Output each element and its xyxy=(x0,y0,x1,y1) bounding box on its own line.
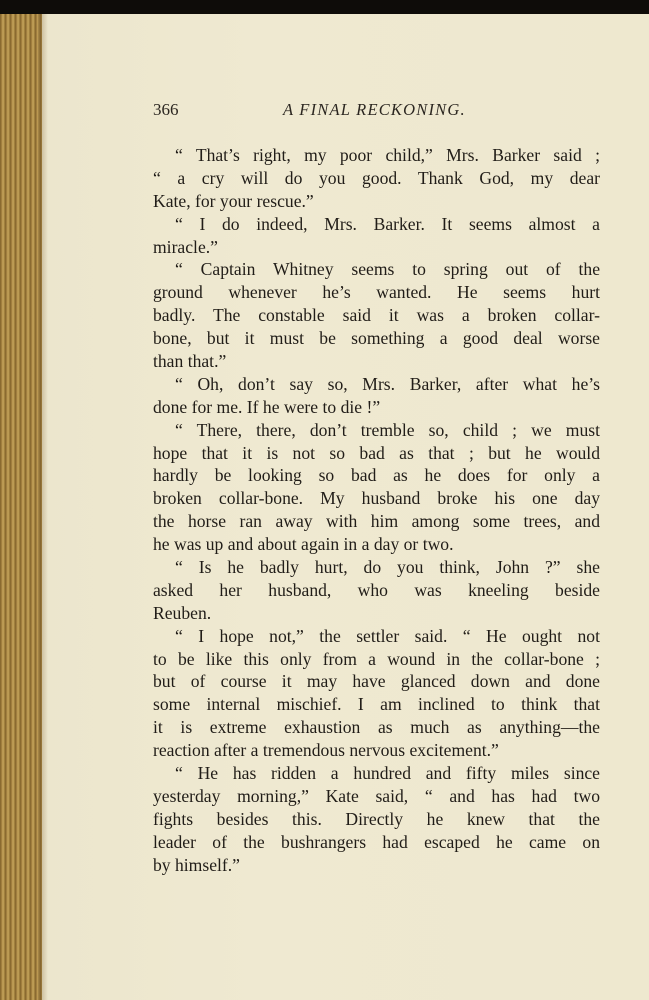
text-line: ground whenever he’s wanted. He seems hurt xyxy=(153,282,600,303)
text-line: “ Oh, don’t say so, Mrs. Barker, after what he’s xyxy=(175,373,600,394)
text-line: he was up and about again in a day or two. xyxy=(153,534,454,555)
text-line: hardly be looking so bad as he does for only a xyxy=(153,465,600,486)
running-title: A FINAL RECKONING. xyxy=(283,100,466,119)
text-line: Kate, for your rescue.” xyxy=(153,190,314,211)
body-text xyxy=(153,144,600,877)
page-header xyxy=(153,100,600,126)
text-line: fights besides this. Directly he knew that the xyxy=(153,808,600,829)
text-line: badly. The constable said it was a broken collar- xyxy=(153,305,600,326)
text-line: “ He has ridden a hundred and fifty miles since xyxy=(175,763,600,784)
text-line: leader of the bushrangers had escaped he came on xyxy=(153,831,600,852)
text-line: by himself.” xyxy=(153,854,240,875)
text-line: “ I do indeed, Mrs. Barker. It seems almost a xyxy=(175,213,600,234)
text-line: “ There, there, don’t tremble so, child ; we must xyxy=(175,419,600,440)
text-line: the horse ran away with him among some trees, and xyxy=(153,511,600,532)
text-line: than that.” xyxy=(153,351,227,372)
text-line: some internal mischief. I am inclined to think that xyxy=(153,694,600,715)
text-line: to be like this only from a wound in the collar-bone ; xyxy=(153,648,600,669)
text-line: “ Is he badly hurt, do you think, John ?” she xyxy=(175,557,600,578)
page-edge-gilt xyxy=(0,14,42,1000)
text-line: “ That’s right, my poor child,” Mrs. Barker said ; xyxy=(175,145,600,165)
text-line: it is extreme exhaustion as much as anything—the xyxy=(153,717,600,738)
text-line: “ Captain Whitney seems to spring out of the xyxy=(175,259,600,280)
text-line: reaction after a tremendous nervous excitement.” xyxy=(153,740,499,761)
text-line: miracle.” xyxy=(153,236,218,257)
text-line: yesterday morning,” Kate said, “ and has had two xyxy=(153,785,600,806)
page-number: 366 xyxy=(153,100,179,119)
text-line: “ I hope not,” the settler said. “ He ought not xyxy=(175,625,600,646)
text-line: broken collar-bone. My husband broke his one day xyxy=(153,488,600,509)
text-line: but of course it may have glanced down and done xyxy=(153,671,600,692)
text-line: hope that it is not so bad as that ; but he would xyxy=(153,442,600,463)
text-line: bone, but it must be something a good deal worse xyxy=(153,328,600,349)
text-line: done for me. If he were to die !” xyxy=(153,396,381,417)
text-line: “ a cry will do you good. Thank God, my dear xyxy=(153,167,600,188)
text-line: asked her husband, who was kneeling beside xyxy=(153,579,600,600)
text-line: Reuben. xyxy=(153,602,212,623)
